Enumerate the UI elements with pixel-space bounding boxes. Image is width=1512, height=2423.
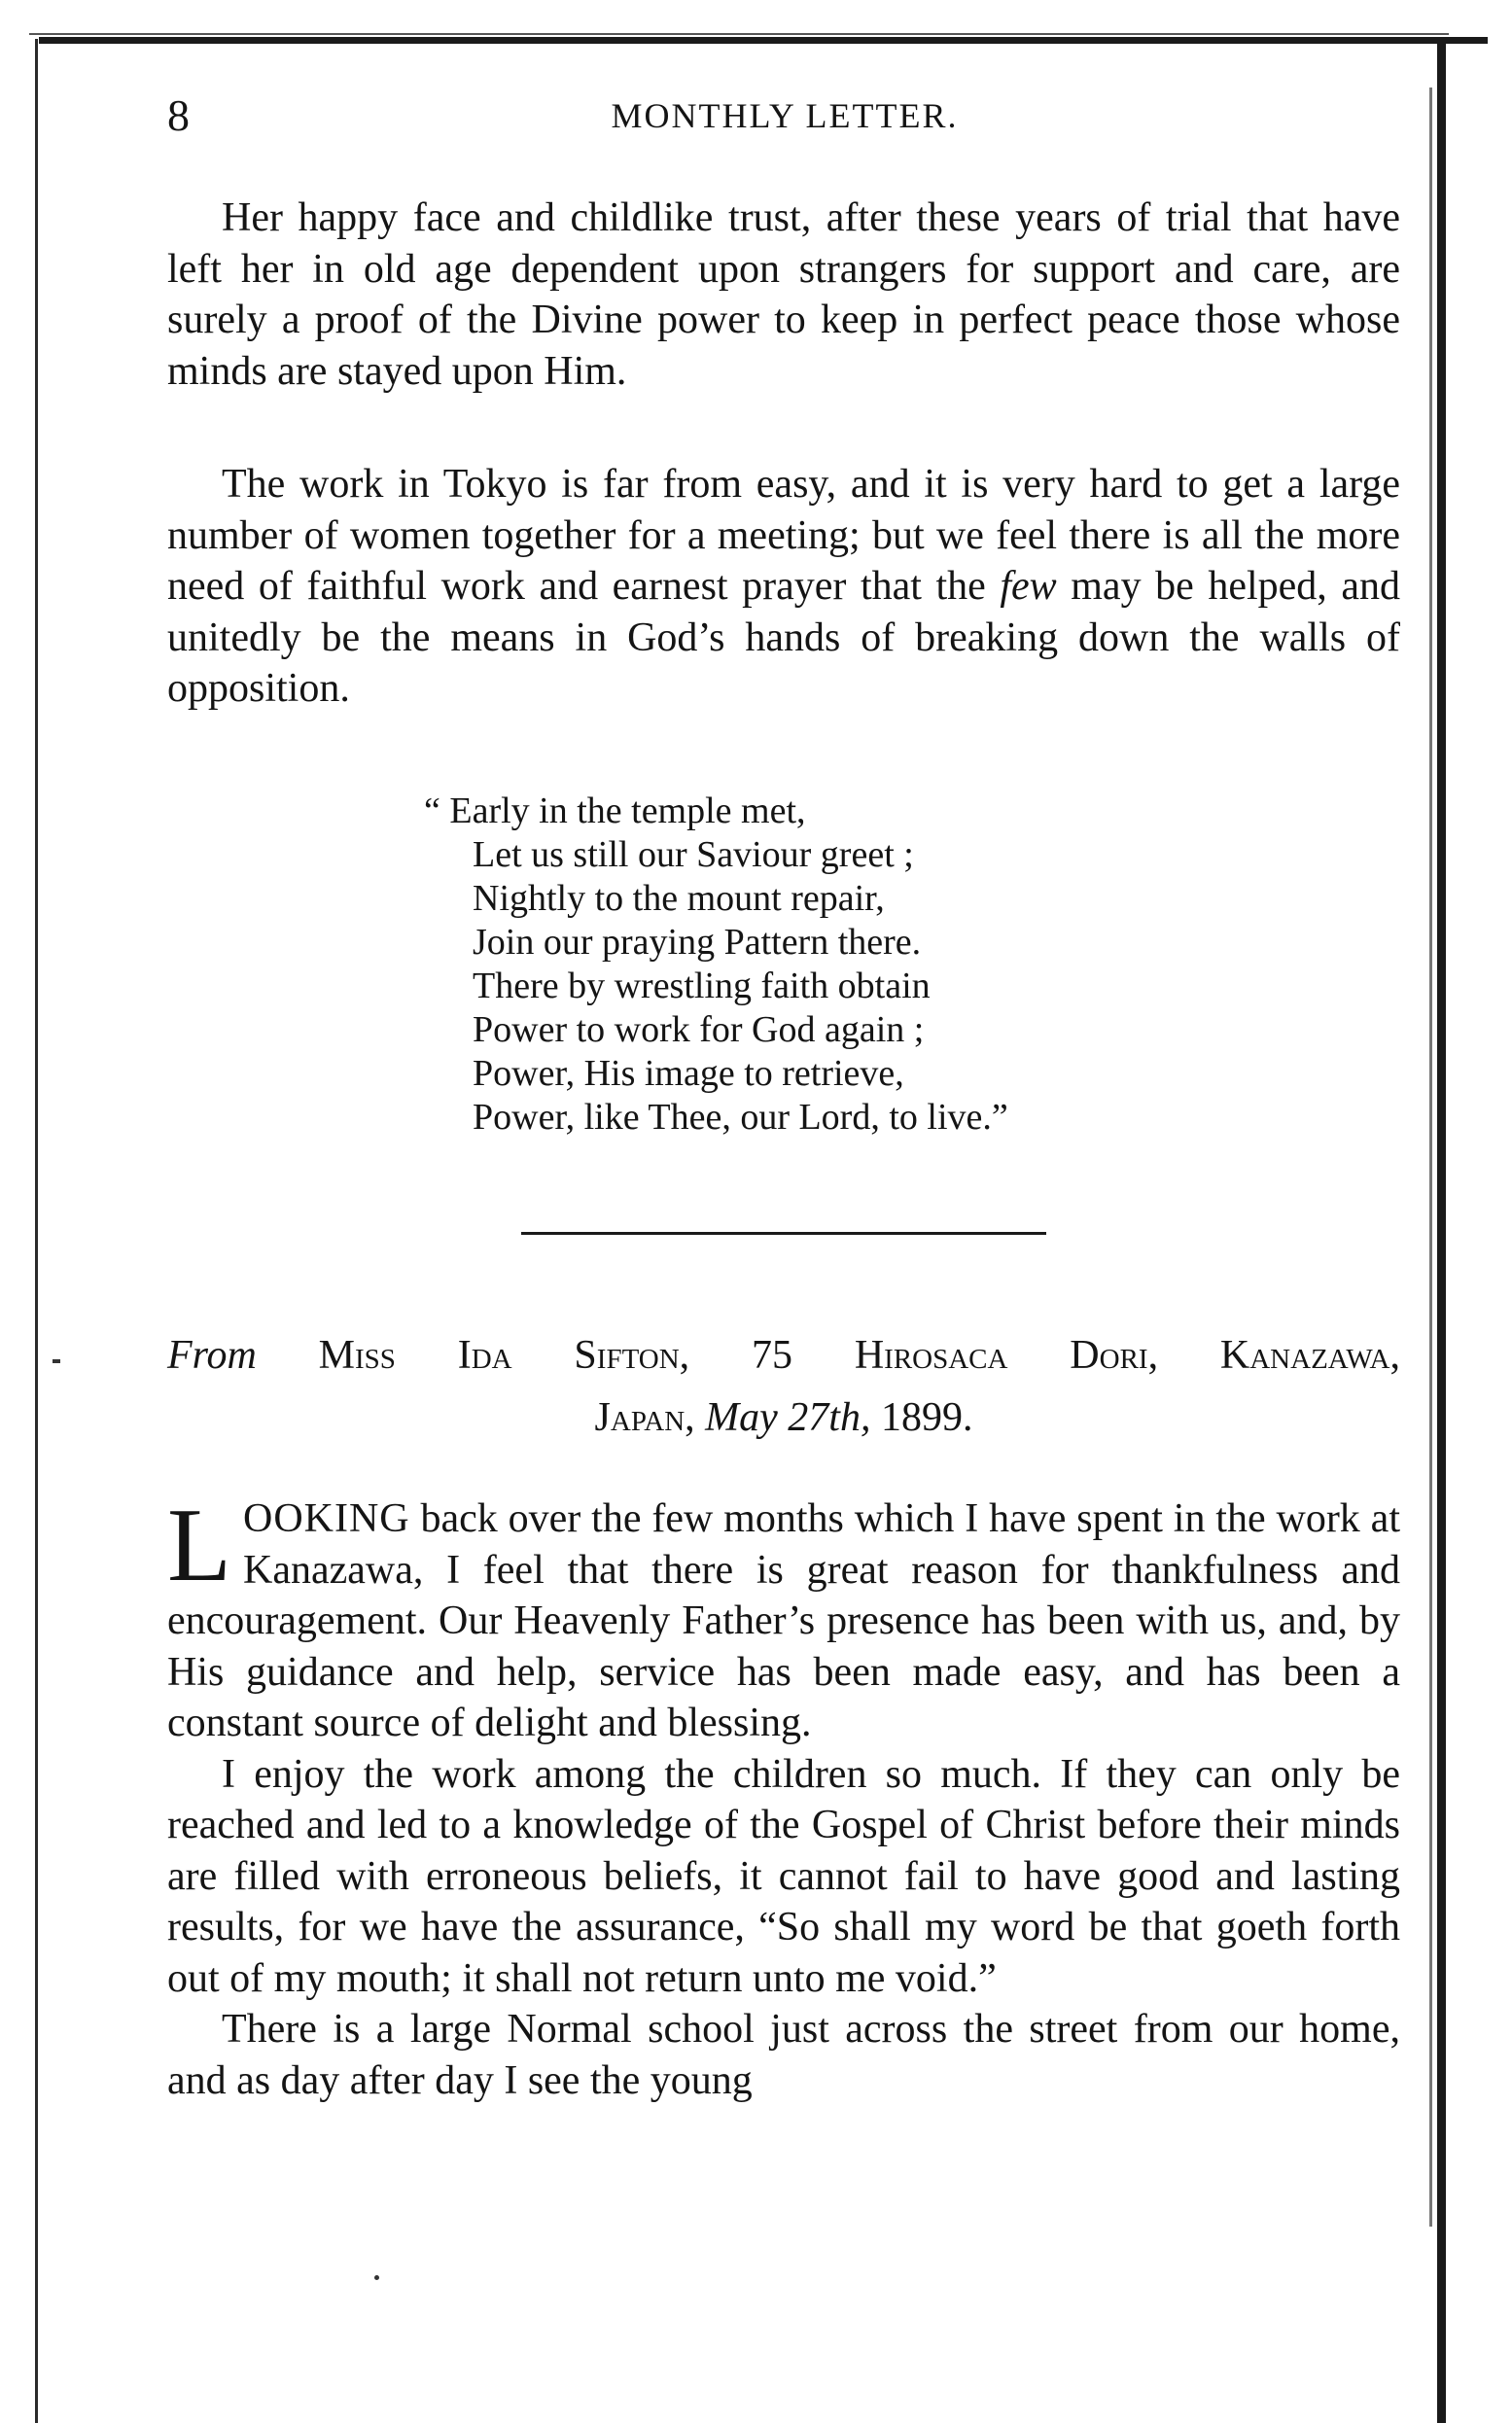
section-divider [521, 1232, 1046, 1235]
page-edge-right-inner [1429, 88, 1432, 2227]
page-edge-left [35, 39, 38, 2423]
letter-heading-line1 [167, 1324, 1400, 1387]
opening-rest: back over the few months which I have spent in the work at Kanazawa, I feel that there is great reason for thankfulness and encouragement. Our Heavenly Father’s presence has been with us, and, by His guidance and help, service has been made easy, and has been a constant source of delight and blessing. [167, 1496, 1400, 1745]
text-block-top [167, 193, 1400, 397]
letter-sender: Miss Ida Sifton, 75 Hirosaca Dori, Kanazawa, [318, 1333, 1400, 1378]
poem-line: “ Early in the temple met, [424, 790, 806, 831]
paragraph-trust: Her happy face and childlike trust, after these years of trial that have left her in old age dependent upon strangers for support and care, are surely a proof of the Divine power to keep in perfect peace those whose minds are stayed upon Him. [167, 195, 1400, 394]
poem-line: There by wrestling faith obtain [473, 966, 931, 1006]
letter-place: Japan, [594, 1395, 695, 1440]
poem-line: Join our praying Pattern there. [473, 922, 922, 963]
paragraph-children: I enjoy the work among the children so much. If they can only be reached and led to a knowledge of the Gospel of Christ before their minds are filled with erroneous beliefs, it cannot fail to have good and lasting results, for we have the assurance, “So shall my word be that goeth forth out of my mouth; it shall not return unto me void.” [167, 1751, 1400, 2001]
paragraph-tokyo-emphasis: few [1000, 564, 1057, 609]
letter-heading-line2 [167, 1387, 1400, 1449]
paragraph-looking-back [167, 1488, 1400, 1749]
poem-line: Power, His image to retrieve, [473, 1053, 904, 1094]
letter-from: From [167, 1333, 257, 1378]
opening-caps: OOKING [242, 1496, 410, 1541]
letter-heading [167, 1324, 1400, 1449]
hymn-quotation [424, 790, 1202, 1140]
letter-year: 1899. [880, 1395, 973, 1440]
page-edge-top [39, 37, 1488, 44]
page-header [167, 89, 1402, 148]
margin-dot [374, 2275, 379, 2280]
poem-line: Let us still our Saviour greet ; [473, 834, 914, 875]
running-title: MONTHLY LETTER. [611, 96, 959, 135]
poem-line: Nightly to the mount repair, [473, 878, 885, 919]
letter-body [167, 1488, 1400, 2106]
paragraph-tokyo-after: may be helped, and unitedly be the means in God’s hands of breaking down the walls of opposition. [167, 564, 1400, 711]
drop-cap: L [167, 1488, 231, 1603]
poem-line: Power, like Thee, our Lord, to live.” [473, 1097, 1008, 1138]
page-number: 8 [167, 90, 190, 140]
page-edge-right [1437, 39, 1446, 2423]
text-block-tokyo [167, 459, 1400, 715]
letter-date: May 27th, [705, 1395, 871, 1440]
paragraph-tokyo-before: The work in Tokyo is far from easy, and it is very hard to get a large number of women together for a meeting; but we feel there is all the more need of faithful work and earnest prayer that the [167, 462, 1400, 609]
margin-mark [53, 1359, 60, 1363]
poem-line: Power to work for God again ; [473, 1009, 925, 1050]
paragraph-normal-school: There is a large Normal school just across the street from our home, and as day after day I see the young [167, 2007, 1400, 2103]
paragraph-tokyo [167, 459, 1400, 715]
page-edge-top-thin [29, 33, 1449, 35]
